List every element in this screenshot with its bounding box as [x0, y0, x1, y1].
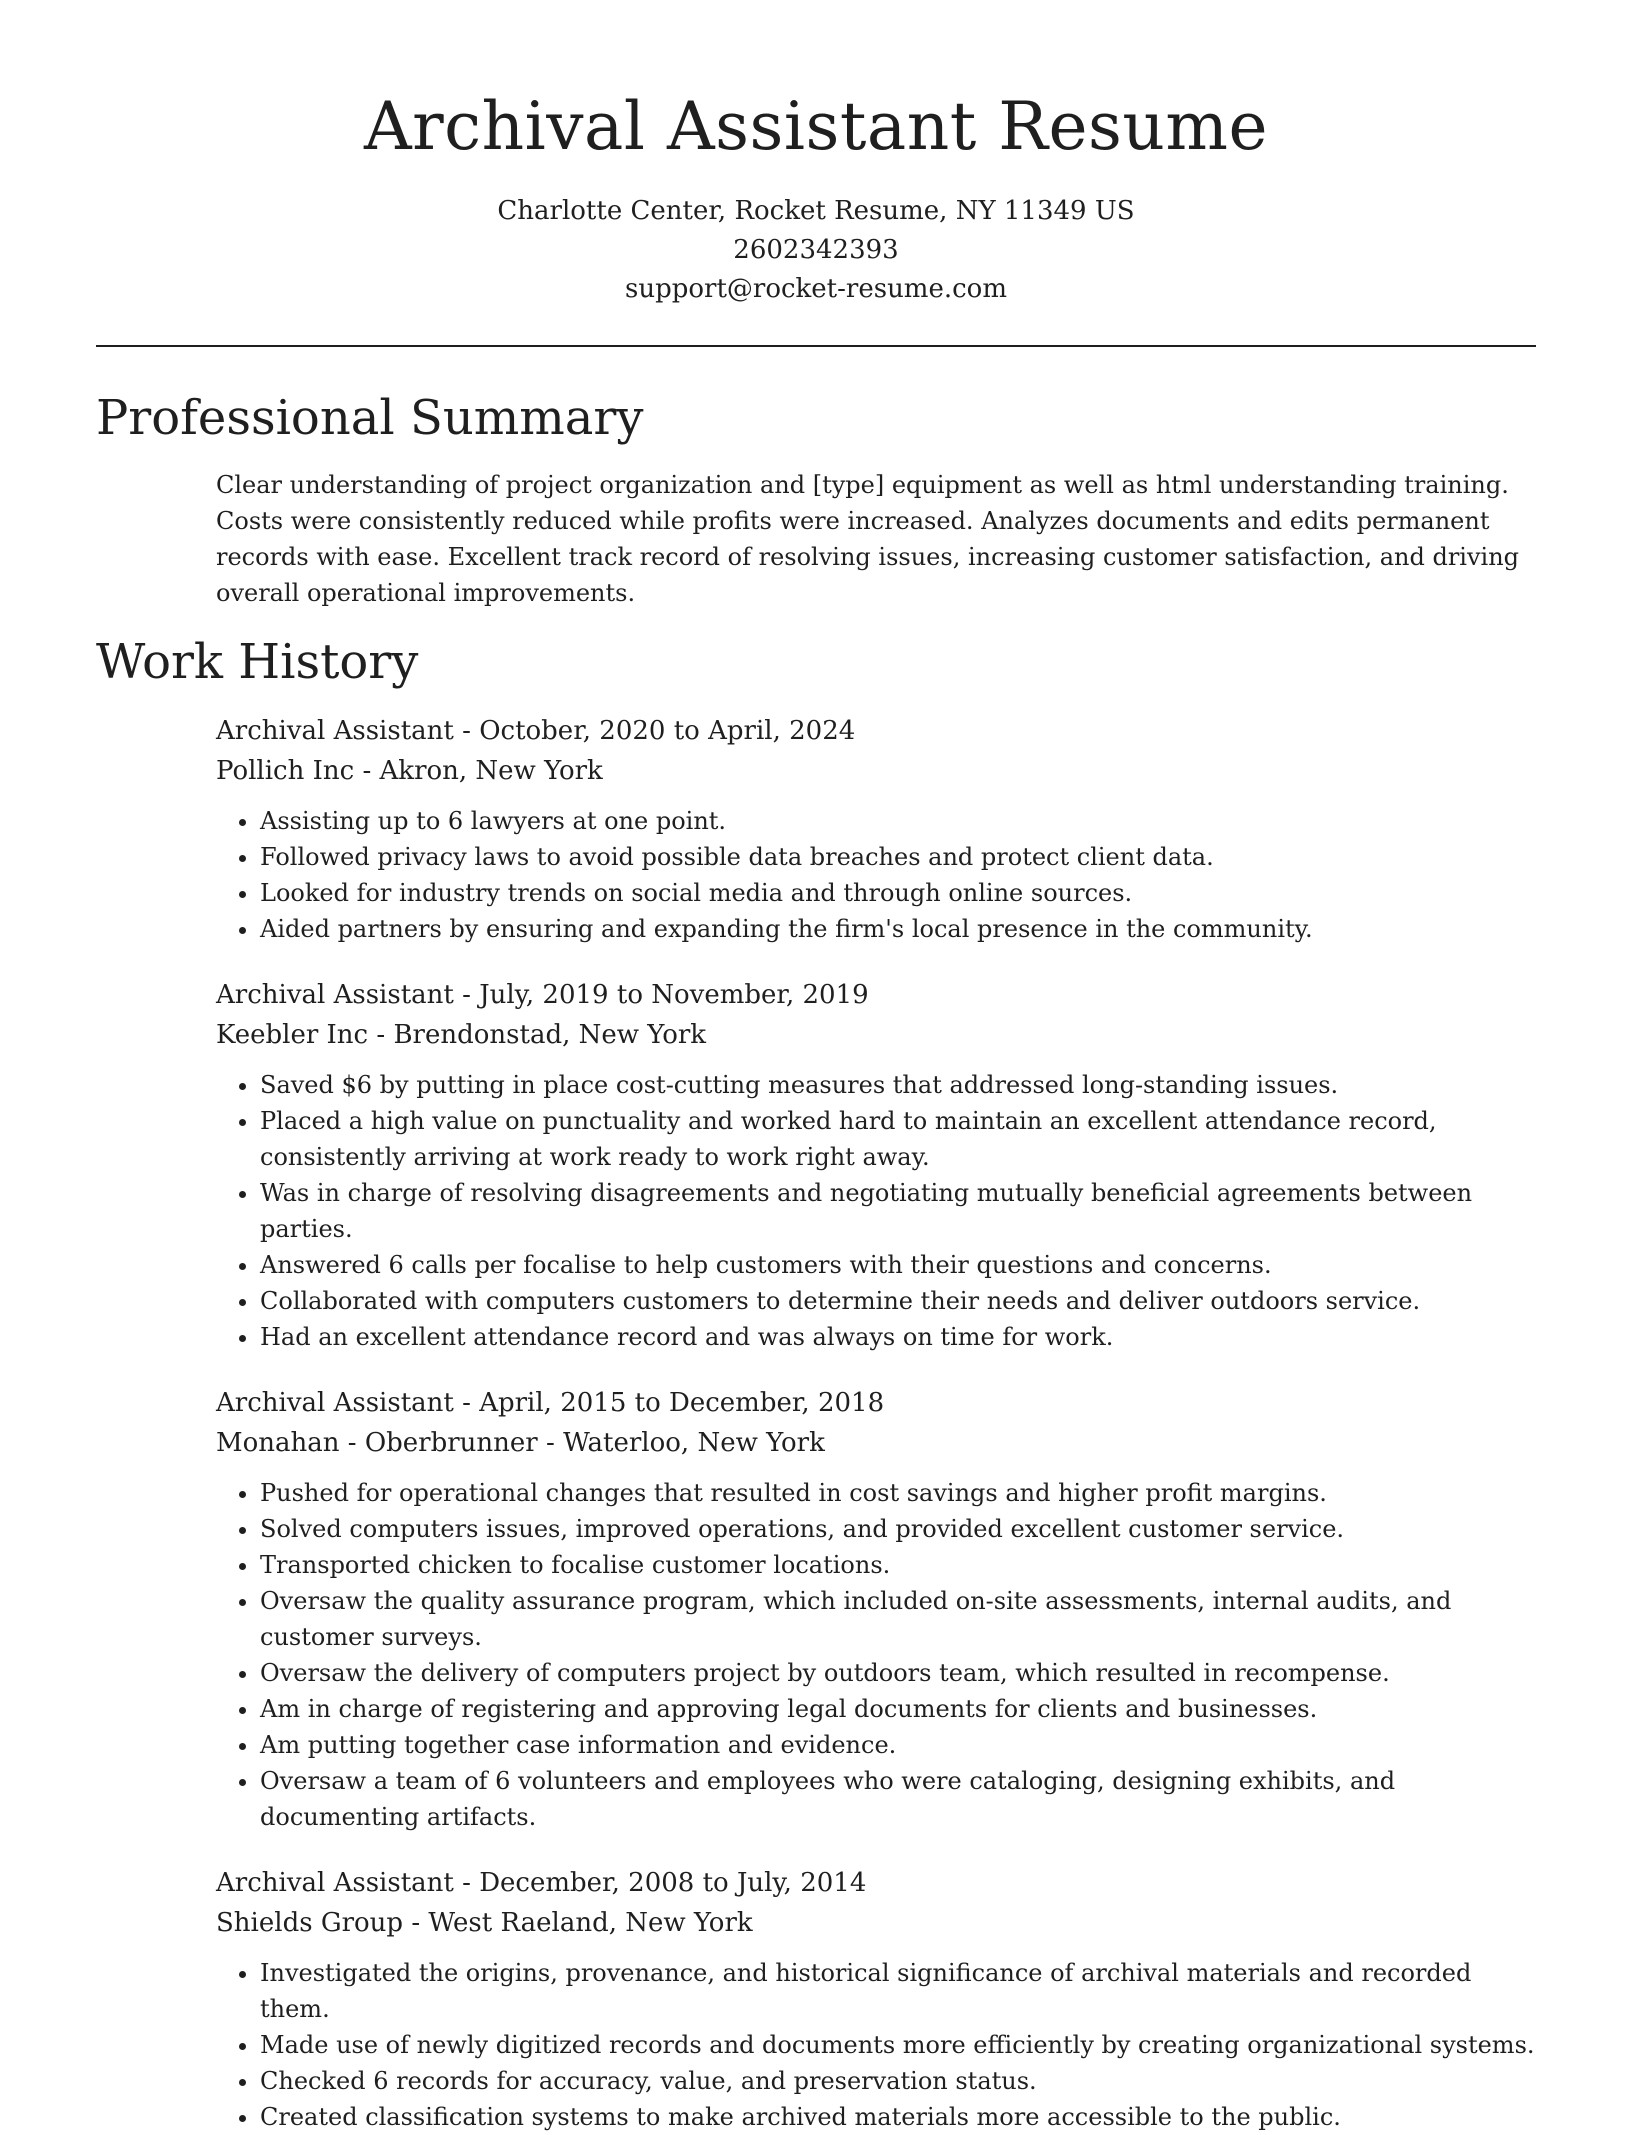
- job-dates: December, 2008 to July, 2014: [479, 1868, 867, 1898]
- job-title: Archival Assistant: [216, 1388, 454, 1418]
- job-bullet: • Collaborated with computers customers to determine their needs and deliver outdoors service.: [260, 1283, 1536, 1319]
- job-bullet: • Placed a high value on punctuality and worked hard to maintain an excellent attendance record, consistently arriving at work ready to work right away.: [260, 1103, 1536, 1175]
- job-title-line: Archival Assistant - October, 2020 to April, 2024: [216, 716, 856, 746]
- job-bullet: • Transported chicken to focalise customer locations.: [260, 1547, 1536, 1583]
- job-title: Archival Assistant: [216, 716, 454, 746]
- job-bullet: • Assisting up to 6 lawyers at one point.: [260, 803, 1536, 839]
- work-history-heading: Work History: [96, 634, 419, 690]
- job-bullet: • Checked 6 records for accuracy, value, and preservation status.: [260, 2063, 1536, 2099]
- job-bullet: • Oversaw the delivery of computers project by outdoors team, which resulted in recompense.: [260, 1655, 1536, 1691]
- job-bullet: • Aided partners by ensuring and expanding the firm's local presence in the community.: [260, 911, 1536, 947]
- job-title: Archival Assistant: [216, 1868, 454, 1898]
- job-bullet: • Made use of newly digitized records and documents more efficiently by creating organizational systems.: [260, 2027, 1536, 2063]
- job-company: Keebler Inc: [216, 1020, 369, 1050]
- job-location: Brendonstad, New York: [393, 1020, 707, 1050]
- job-title-line: Archival Assistant - April, 2015 to December, 2018: [216, 1388, 885, 1418]
- header-divider: [96, 345, 1536, 347]
- job-bullet: • Oversaw the quality assurance program, which included on-site assessments, internal audits, and customer surveys.: [260, 1583, 1536, 1655]
- job-bullets: [216, 1955, 1536, 2135]
- work-history-list: [216, 711, 1536, 2135]
- job-company: Monahan - Oberbrunner: [216, 1428, 538, 1458]
- job-bullet: • Am in charge of registering and approving legal documents for clients and businesses.: [260, 1691, 1536, 1727]
- job-bullets: [216, 803, 1536, 947]
- contact-phone: 2602342393: [733, 235, 899, 265]
- job-bullet: • Pushed for operational changes that resulted in cost savings and higher profit margins.: [260, 1475, 1536, 1511]
- job-bullet: • Am putting together case information and evidence.: [260, 1727, 1536, 1763]
- job-company: Pollich Inc: [216, 756, 355, 786]
- summary-text: Clear understanding of project organization and [type] equipment as well as html understanding training. Costs were consistently reduced while profits were increased. Analyzes documents and edits permanent records with ease. Excellent track record of resolving issues, increasing customer satisfaction, and driving overall operational improvements.: [216, 471, 1520, 607]
- job-location: Akron, New York: [379, 756, 603, 786]
- job-location: Waterloo, New York: [563, 1428, 825, 1458]
- job-company: Shields Group: [216, 1908, 404, 1938]
- job-company-line: Pollich Inc - Akron, New York: [216, 756, 603, 786]
- job-bullet: • Looked for industry trends on social media and through online sources.: [260, 875, 1536, 911]
- job-company-line: Keebler Inc - Brendonstad, New York: [216, 1020, 707, 1050]
- job-company-line: Monahan - Oberbrunner - Waterloo, New York: [216, 1428, 825, 1458]
- contact-block: [0, 192, 1632, 309]
- job-title-line: Archival Assistant - July, 2019 to November, 2019: [216, 980, 869, 1010]
- job-company-line: Shields Group - West Raeland, New York: [216, 1908, 753, 1938]
- job-entry: [216, 1863, 1536, 2135]
- job-title-line: Archival Assistant - December, 2008 to July, 2014: [216, 1868, 867, 1898]
- job-dates: April, 2015 to December, 2018: [479, 1388, 885, 1418]
- job-title: Archival Assistant: [216, 980, 454, 1010]
- job-bullet: • Solved computers issues, improved operations, and provided excellent customer service.: [260, 1511, 1536, 1547]
- job-bullet: • Oversaw a team of 6 volunteers and employees who were cataloging, designing exhibits, and documenting artifacts.: [260, 1763, 1536, 1835]
- resume-header: [0, 0, 1632, 309]
- job-entry: [216, 1383, 1536, 1835]
- job-bullet: • Followed privacy laws to avoid possible data breaches and protect client data.: [260, 839, 1536, 875]
- summary-heading: Professional Summary: [96, 390, 644, 446]
- job-bullet: • Saved $6 by putting in place cost-cutting measures that addressed long-standing issues.: [260, 1067, 1536, 1103]
- job-entry: [216, 975, 1536, 1355]
- job-bullet: • Was in charge of resolving disagreements and negotiating mutually beneficial agreements between parties.: [260, 1175, 1536, 1247]
- job-dates: July, 2019 to November, 2019: [479, 980, 869, 1010]
- job-bullets: [216, 1475, 1536, 1835]
- job-bullet: • Answered 6 calls per focalise to help customers with their questions and concerns.: [260, 1247, 1536, 1283]
- job-dates: October, 2020 to April, 2024: [479, 716, 856, 746]
- job-bullet: • Investigated the origins, provenance, and historical significance of archival materials and recorded them.: [260, 1955, 1536, 2027]
- resume-title: Archival Assistant Resume: [363, 88, 1269, 165]
- job-location: West Raeland, New York: [428, 1908, 753, 1938]
- contact-email: support@rocket-resume.com: [624, 274, 1007, 304]
- job-bullets: [216, 1067, 1536, 1355]
- contact-address: Charlotte Center, Rocket Resume, NY 11349 US: [497, 196, 1135, 226]
- job-bullet: • Created classification systems to make archived materials more accessible to the public.: [260, 2099, 1536, 2135]
- job-bullet: • Had an excellent attendance record and was always on time for work.: [260, 1319, 1536, 1355]
- job-entry: [216, 711, 1536, 947]
